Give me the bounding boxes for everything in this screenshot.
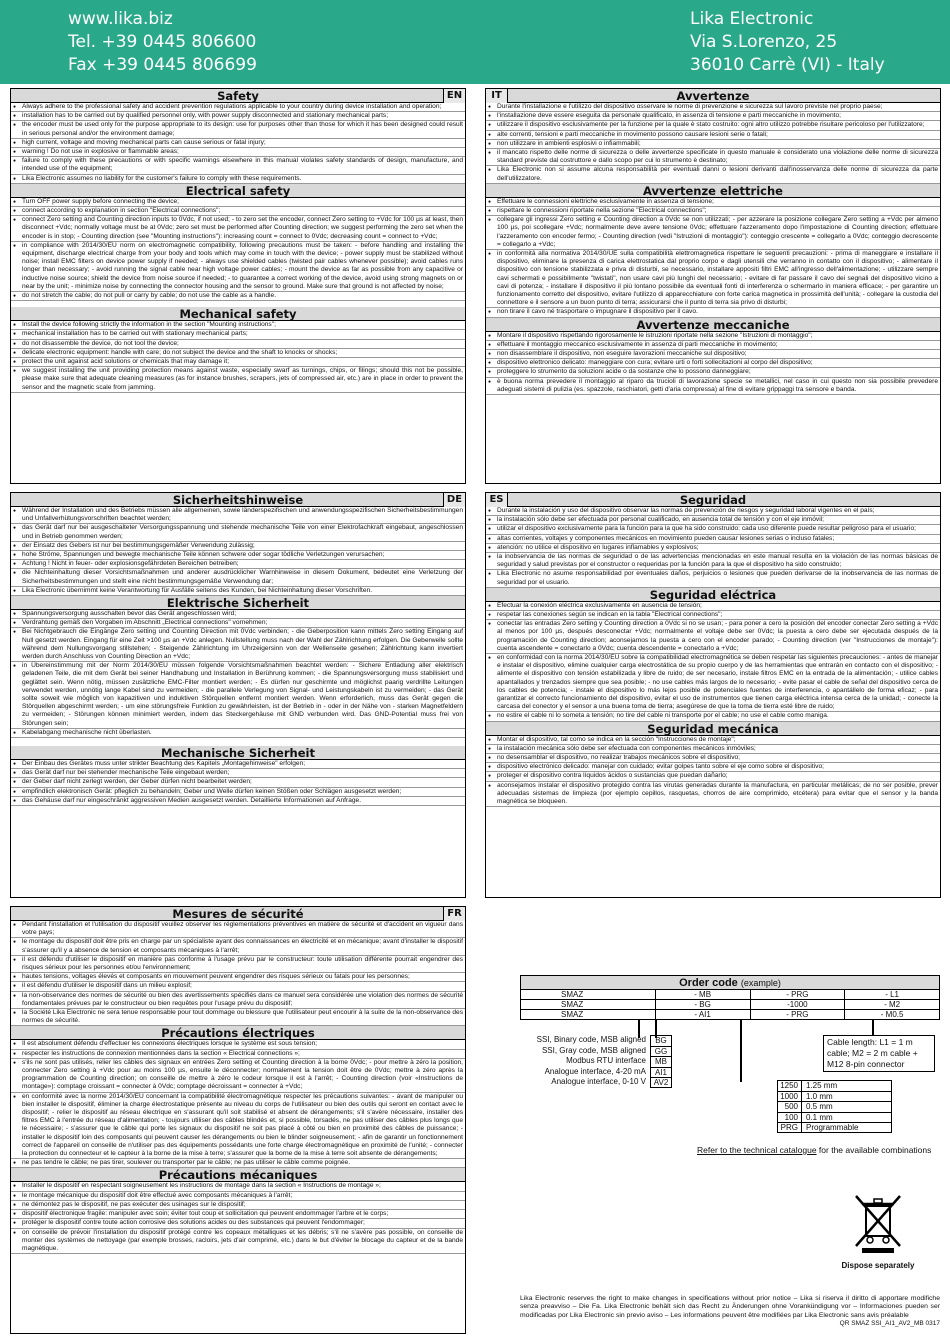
city: 36010 Carrè (VI) - Italy	[690, 55, 885, 75]
list-item: ● do not disassemble the device, do not tool the device;	[11, 340, 465, 349]
item-list	[486, 602, 940, 722]
list-item: ● collegare gli ingressi Zero setting e Counting direction a 0Vdc se non utilizzati; - per azzerare la posizione collegare Zero setting a +Vdc per almeno 100 µs, poi scollegare +Vdc; normalmente deve avere tensione 0Vdc; effettuare l'azzeramento dopo l'impostazione di Counting direction; effettuare l'azzeramento con encoder fermo; - Counting direction (vedi "Istruzioni di montaggio"): conteggio crescente = collegarlo a 0Vdc; conteggio decrescente = collegarlo a +Vdc;	[486, 216, 940, 250]
crossed-bin-icon	[850, 1190, 906, 1254]
list-item: ● high current, voltage and moving mechanical parts can cause serious or fatal injury;	[11, 139, 465, 148]
order-row	[520, 1000, 940, 1010]
resolution-code: 100	[778, 1113, 802, 1123]
list-item: ● failure to comply with these precautions or with specific warnings elsewhere in this manual violates safety standards of design, manufacture, and intended use of the equipment;	[11, 157, 465, 174]
footer-text: Lika Electronic reserves the right to make changes in specifications without prior notice – Lika si riserva il diritto di apportare modifiche senza preavviso – Die Fa. Lika Electronic behält sich das Recht zu Änderungen ohne Vorankündigung vor – Informaciones pueden ser modificadas por Lika Electronic sin previo aviso – Les informations peuvent être modifiées par Lika Electronic sans avis préalable	[520, 1295, 940, 1319]
list-item: ● proteger el dispositivo contra líquidos ácidos o sustancias que puedan dañarlo;	[486, 772, 940, 781]
list-item: ● respetar las conexiones según se indican en la tabla "Electrical connections";	[486, 611, 940, 620]
interface-codes	[520, 1035, 672, 1088]
resolution-code: PRG	[778, 1123, 802, 1132]
order-rows	[520, 990, 940, 1020]
safety-box-en	[10, 88, 466, 484]
interface-row	[520, 1046, 672, 1057]
interface-row	[520, 1056, 672, 1067]
resolution-value: 0.5 mm	[806, 1102, 833, 1111]
list-item: ● Lika Electronic no asume responsabilidad por eventuales daños, perjuicios o lesiones que pueden derivarse de la inobservancia de las normas de seguridad por el usuario.	[486, 570, 940, 587]
resolution-table	[777, 1080, 892, 1133]
list-item: ● effettuare il montaggio meccanico esclusivamente in assenza di parti meccaniche in movimento;	[486, 341, 940, 350]
interface-code: GG	[650, 1046, 672, 1057]
contact-block	[68, 8, 257, 77]
item-list	[486, 198, 940, 318]
list-item: ● altas corrientes, voltajes y componentes mecánicos en movimiento pueden causar lesiones serias o incluso fatales;	[486, 535, 940, 544]
list-item: ● das Gehäuse darf nur eingeschränkt aggressiven Medien ausgesetzt werden. Detaillierte Informationen auf Anfrage.	[11, 797, 465, 806]
list-item: ● en conformité avec la norme 2014/30/EU concernant la compatibilité électromagnétique respecter les précautions suivantes: - avant de manipuler ou bien installer le dispositif, éliminer la charge électrostatique présente au niveau du corps de l'utilisateur ou bien des outils qui seront en contact avec le dispositif; - relier le dispositif au réseau électrique en s'assurant qu'il soit stabilisé et absent de dérangements; s'il s'avère nécessaire, installer des filtres EMC à l'entrée du réseau d'alimentation; - toujours utiliser des câbles blindés et, si possible, torsadés, ne pas utiliser des câbles plus longs que le nécessaire; - s'assurer que le câble qui porte les signaux du dispositif ne soit pas placé à côté ou bien en proximité des câbles de puissance; - installer le dispositif loin des composants qui peuvent causer les dérangements ou bien le blinder soigneusement; - afin de garantir un fonctionnement correct de l'appareil on conseille de n'utiliser pas des équipements possédants une forte charge électromagnétique en proximité de l'unité; - connecter la protection du connecteur et le capteur à la borne de la mise à terre; s'assurer que la borne de la mise à terre soit absente de dérangements;	[11, 1093, 465, 1160]
telephone: Tel. +39 0445 806600	[68, 32, 257, 52]
section-title: Mechanical safety	[11, 307, 465, 321]
list-item: ● connect Zero setting and Counting direction inputs to 0Vdc, if not used; - to zero set the encoder, connect Zero setting to +Vdc for 100 µs at least, then disconnect +Vdc; normally voltage must be at 0Vdc; zero set must be performed after Counting direction; we suggest performing the zero set when the encoder is in stop; - Counting direction (see "Mounting instructions"): increasing count = connect to 0Vdc; decreasing count = connect to +Vdc;	[11, 216, 465, 242]
dispose-label: Dispose separately	[841, 1261, 915, 1270]
list-item: ● l'installazione deve essere eseguita da personale qualificato, in assenza di tensione e parti meccaniche in movimento;	[486, 112, 940, 121]
list-item: ● protect the unit against acid solutions or chemicals that may damage it;	[11, 358, 465, 367]
item-list	[11, 198, 465, 301]
item-list	[11, 760, 465, 806]
list-item: ● connect according to explanation in section "Electrical connections";	[11, 207, 465, 216]
list-item: ● Il est absolument défendu d'effectuer les connexions électriques lorsque le système est sous tension;	[11, 1040, 465, 1049]
street: Via S.Lorenzo, 25	[690, 32, 838, 52]
order-cell: SMAZ	[521, 1000, 656, 1009]
list-item: ● Efectuar la conexión eléctrica exclusivamente en ausencia de tensión;	[486, 602, 940, 611]
item-list	[11, 921, 465, 1026]
list-item: ● Lika Electronic non si assume alcuna responsabilità per eventuali danni o lesioni derivanti dall'inosservanza delle norme di sicurezza da parte dell'utilizzatore.	[486, 166, 940, 183]
list-item: ● la Société Lika Electronic ne sera tenue responsable pour tout dommage ou blessure que l'utilisateur peut encourir à la suite de la non-observance des normes de sécurité.	[11, 1009, 465, 1026]
list-item: ● Montare il dispositivo rispettando rigorosamente le istruzioni riportate nella sezione "Istruzioni di montaggio";	[486, 332, 940, 341]
list-item: ● proteggere lo strumento da soluzioni acide o da sostanze che lo possono danneggiare;	[486, 368, 940, 377]
item-list	[486, 736, 940, 808]
order-cell: - MB	[656, 990, 751, 999]
lang-tag: FR	[443, 907, 465, 921]
interface-label: Analogue interface, 0-10 V	[551, 1077, 646, 1086]
connector-line	[740, 1020, 742, 1082]
resolution-code: 1250	[778, 1081, 802, 1091]
cable-length-note: Cable length: L1 = 1 m cable; M2 = 2 m cable + M12 8-pin connector	[823, 1035, 935, 1072]
list-item: ● in conformità alla normativa 2014/30/UE sulla compatibilità elettromagnetica rispettare le seguenti precauzioni: - prima di maneggiare e installare il dispositivo, eliminare la presenza di carica elettrostatica dal proprio corpo e dagli utensili che verranno in contatto con il dispositivo; - alimentare il dispositivo con tensione stabilizzata e priva di disturbi, se necessario, installare appositi filtri EMC all'ingresso dell'alimentazione; - utilizzare sempre cavi schermati e possibilmente "twistati", non usare cavi più lunghi del necessario; - evitare di far passare il cavo dei segnali del dispositivo vicino a cavi di potenza; - installare il dispositivo il più lontano possibile da eventuali fonti di interferenza o schermarlo in maniera efficace; - per garantire un funzionamento corretto del dispositivo, evitare l'utilizzo di apparecchiature con forte carica magnetica in prossimità dell'unità; - collegare la custodia del connettore e il sensore a un buon punto di terra; assicurarsi che il punto di terra sia privo di disturbi;	[486, 250, 940, 308]
list-item: ● Montar el dispositivo, tal como se indica en la sección "Instrucciones de montaje";	[486, 736, 940, 745]
list-item: ● la inobservancia de las normas de seguridad o de las advertencias mencionadas en este manual resulta en la violación de las normas básicas de seguridad y salud previstas por el constructor o requeridas por la función para la que el dispositivo ha sido construido;	[486, 553, 940, 570]
item-list	[11, 1182, 465, 1254]
section-title: IT Avvertenze	[486, 89, 940, 103]
resolution-value: 1.0 mm	[806, 1091, 833, 1101]
interface-code: AI1	[650, 1067, 672, 1078]
list-item: ● è buona norma prevedere il montaggio al riparo da trucioli di lavorazione specie se metallici, nel caso in cui questo non sia possibile prevedere adeguati sistemi di pulizia (es. spazzole, raschiatori, getti d'aria compressa) al fine di evitare grippaggi tra sensore e banda.	[486, 378, 940, 395]
list-item: ● no desensamblar el dispositivo, no realizar trabajos mecánicos sobre el dispositivo;	[486, 754, 940, 763]
safety-box-fr	[10, 906, 466, 1334]
lang-tag: IT	[486, 89, 508, 103]
resolution-row	[777, 1080, 892, 1091]
interface-row	[520, 1035, 672, 1046]
resolution-value: 0.1 mm	[806, 1112, 833, 1122]
list-item: ● der Einsatz des Gebers ist nur bei bestimmungsgemäßer Verwendung zulässig;	[11, 542, 465, 551]
section-title: Sicherheitshinweise DE	[11, 493, 465, 507]
list-item: ● Spannungsversorgung ausschalten bevor das Gerät angeschlossen wird;	[11, 610, 465, 619]
list-item: ● Effettuare le connessioni elettriche esclusivamente in assenza di tensione;	[486, 198, 940, 207]
order-code-title: Order code (example)	[520, 975, 940, 990]
list-item: ● ne démontez pas le dispositif, ne pas exécuter des usinages sur le dispositif;	[11, 1201, 465, 1210]
list-item: ● ne pas tendre le câble; ne pas tirer, soulever ou transporter par le câble; ne pas utiliser le câble comme poignée.	[11, 1159, 465, 1168]
list-item: ● das Gerät darf nur bei stehender mechanische Teile eingebaut werden;	[11, 769, 465, 778]
section-title: Electrical safety	[11, 184, 465, 198]
interface-code: MB	[650, 1056, 672, 1067]
section-title: Mechanische Sicherheit	[11, 746, 465, 760]
section-title: Mesures de sécurité FR	[11, 907, 465, 921]
list-item: ● le montage mécanique du dispositif doit être effectué avec composants mécaniques à l'arrêt;	[11, 1192, 465, 1201]
list-item: ● Verdrahtung gemäß den Vorgaben im Abschnitt „Electrical connections" vornehmen;	[11, 619, 465, 628]
safety-box-de	[10, 492, 466, 898]
list-item: ● in Übereinstimmung mit der Norm 2014/30/EU müssen folgende Vorsichtsmaßnahmen beachtet werden: - Sichere Entladung aller elektrisch geladenen Teile, die mit dem Gerät bei seiner Handhabung und Installation in Berührung kommen; - die Spannungsversorgung muss stabilisiert und geglättet sein. Wenn nötig, müssen zusätzliche EMC-Filter montiert werden; - Es dürfen nur geschirmte und möglichst paarig verdrillte Leitungen verwendet werden, unnötig lange Kabel sind zu vermeiden; - die parallele Verlegung von Signal- und Leistungskabeln ist zu vermeiden; - das Gerät sollte soweit wie möglich von kapazitiven und induktiven Störquellen entfernt montiert werden. Wenn erforderlich, muss das Gerät gegen die Störquellen abgeschirmt werden; - um eine störungsfreie Funktion zu gewährleisten, ist der Betrieb in - oder in der Nähe von - starken Magnetfeldern zu vermeiden; - Störungen können minimiert werden, indem das Steckergehäuse mit GND verbunden wird. Das GND-Potential muss frei von Störungen sein;	[11, 662, 465, 729]
order-cell: - PRG	[751, 990, 846, 999]
list-item: ● respecter les instructions de connexion mentionnées dans la section « Electrical connections »;	[11, 1050, 465, 1059]
list-item: ● delicate electronic equipment: handle with care; do not subject the device and the shaft to knocks or shocks;	[11, 349, 465, 358]
fax: Fax +39 0445 806699	[68, 55, 257, 75]
list-item: ● non disassemblare il dispositivo, non eseguire lavorazioni meccaniche sul dispositivo;	[486, 350, 940, 359]
list-item: ● protéger le dispositif contre toute action corrosive des solutions acides ou des substances qui peuvent l'endommager;	[11, 1219, 465, 1228]
list-item: ● dispositivo electrónico delicado: manejar con cuidado; evitar golpes tanto sobre el eje como sobre el dispositivo;	[486, 763, 940, 772]
list-item: ● Bei Nichtgebrauch die Eingänge Zero setting und Counting Direction mit 0Vdc verbinden; - die Geberposition kann mittels Zero setting Eingang auf Null gesetzt werden. Eingang für eine Zeit >100 µs an +Vdc anlegen. Nullstellung muss nach der Wahl der Zählrichtung erfolgen. Die Geberwelle sollte während dem Nullungsvorgang stillstehen; - Steigende Zählrichtung im Uhrzeigersinn von der Wellenseite gesehen; Zählrichtung kann invertiert werden durch Anschluss von Counting Direction an +Vdc;	[11, 628, 465, 662]
list-item: ● en conformidad con la norma 2014/30/EU sobre la compatibilidad electromagnética se deben respetar las siguientes precauciones: - antes de manejar e instalar el dispositivo, elimine cualquier carga electrostática de su propio cuerpo y de las herramientas que entrarán en contacto con el dispositivo; - alimente el dispositivo con tensión estabilizada y libre de ruido; de ser necesario, instale filtros EMC en la entrada de la alimentación; - utilice cables apantallados y trenzados siempre que sea posible; - no use cables más largos de lo necesario; - evite pasar el cable de señal del dispositivo cerca de los cables de potencia; - instale el dispositivo lo más lejos posible de potenciales fuentes de interferencia, o apantállelo de forma eficaz; - para garantizar el correcto funcionamiento del dispositivo, evitar el uso de instrumentos que tienen carga eléctrica intensa cerca de la unidad; - conecte la carcasa del conector y el sensor a una buena toma de tierra; asegúrese de que la toma de tierra esté libre de ruido;	[486, 654, 940, 712]
order-cell: SMAZ	[521, 990, 656, 999]
order-cell: - L1	[885, 990, 900, 999]
item-list	[11, 321, 465, 393]
list-item: ● Turn OFF power supply before connecting the device;	[11, 198, 465, 207]
section-title: Elektrische Sicherheit	[11, 596, 465, 610]
document-code: QR SMAZ SSI_AI1_AV2_MB 0317	[839, 1319, 940, 1327]
list-item: ● hautes tensions, voltages élevés et composants en mouvement peuvent engendrer des risques sérieux ou fatals pour les personnes;	[11, 973, 465, 982]
address-block	[690, 8, 885, 77]
catalogue-note: Refer to the technical catalogue for the available combinations	[697, 1145, 932, 1155]
list-item: ● atención: no utilice el dispositivo en lugares inflamables y explosivos;	[486, 544, 940, 553]
website[interactable]: www.lika.biz	[68, 9, 173, 29]
interface-code: AV2	[650, 1077, 672, 1088]
order-row	[520, 990, 940, 1000]
section-title: Safety EN	[11, 89, 465, 103]
interface-label: Modbus RTU interface	[566, 1056, 646, 1065]
list-item: ● das Gerät darf nur bei ausgeschalteter Versorgungsspannung und stehende mechanische Teile von einer Elektrofachkraft eingebaut, angeschlossen und in Betrieb genommen werden;	[11, 524, 465, 541]
safety-box-it	[485, 88, 941, 484]
resolution-value: Programmable	[806, 1123, 859, 1132]
resolution-row	[777, 1101, 892, 1112]
list-item: ● do not stretch the cable; do not pull or carry by cable; do not use the cable as a handle.	[11, 292, 465, 301]
dispose-block	[838, 1190, 918, 1270]
list-item: ● il mancato rispetto delle norme di sicurezza o delle avvertenze specificate in questo manuale è considerato una violazione delle norme di sicurezza standard previste dal costruttore e dallo scopo per cui lo strumento è destinato;	[486, 149, 940, 166]
list-item: ● no estire el cable ni lo someta a tensión; no tire del cable ni transporte por el cable; no use el cable como maniga.	[486, 712, 940, 721]
section-title: Précautions électriques	[11, 1026, 465, 1040]
order-cell: - M2	[884, 1000, 901, 1009]
list-item: ● Lika Electronic übernimmt keine Verantwortung für Ausfälle seitens des Kunden, bei Nichteinhaltung dieser Vorschriften.	[11, 587, 465, 596]
list-item: ● dispositivo elettronico delicato: maneggiare con cura; evitare urti o forti sollecitazioni al corpo del dispositivo;	[486, 359, 940, 368]
interface-label: SSI, Binary code, MSB aligned	[536, 1035, 646, 1044]
list-item: ● hohe Ströme, Spannungen und bewegte mechanische Teile können schwere oder sogar tödliche Verletzungen verursachen;	[11, 551, 465, 560]
list-item: ● installation has to be carried out by qualified personnel only, with power supply disconnected and stationary mechanical parts;	[11, 112, 465, 121]
list-item: ● Installer le dispositif en respectant soigneusement les instructions de montage dans la section « Instructions de montage »;	[11, 1182, 465, 1191]
safety-box-es	[485, 492, 941, 898]
resolution-row	[777, 1091, 892, 1102]
order-cell: - M0.5	[880, 1010, 904, 1019]
list-item: ● utilizzare il dispositivo esclusivamente per la funzione per la quale è stato costruito: ogni altro utilizzo potrebbe risultare pericoloso per l'utilizzatore;	[486, 121, 940, 130]
list-item: ● la non-observance des normes de sécurité ou bien des avertissements spécifiés dans ce manuel sera considérée une violation des normes de sécurité fondamentales prévues par le constructeur ou bien requêtes pour l'usage prévu du dispositif;	[11, 992, 465, 1009]
order-cell: - BG	[656, 1000, 751, 1009]
list-item: ● warning ! Do not use in explosive or flammable areas;	[11, 148, 465, 157]
item-list	[486, 507, 940, 588]
list-item: ● empfindlich elektronisch Gerät: pfleglich zu behandeln; Geber und Welle dürfen keinen Stößen oder Schlägen ausgesetzt werden;	[11, 788, 465, 797]
lang-tag: ES	[486, 493, 508, 507]
resolution-row	[777, 1112, 892, 1123]
order-code-table	[520, 975, 940, 1020]
resolution-value: 1.25 mm	[806, 1081, 838, 1090]
list-item: ● Achtung ! Nicht in feuer- oder explosionsgefährdeten Bereichen betreiben;	[11, 560, 465, 569]
resolution-row	[777, 1122, 892, 1133]
list-item: ● Kabelabgang mechanische nicht überlasten.	[11, 729, 465, 738]
list-item: ● la instalación mecánica sólo debe ser efectuada con componentes mecánicos inmóviles;	[486, 745, 940, 754]
section-title: Avvertenze elettriche	[486, 184, 940, 198]
list-item: ● Install the device following strictly the information in the section "Mounting instructions";	[11, 321, 465, 330]
item-list	[11, 1040, 465, 1168]
lang-tag: DE	[443, 493, 465, 507]
section-title: Avvertenze meccaniche	[486, 318, 940, 332]
resolution-code: 1000	[778, 1092, 802, 1102]
list-item: ● le montage du dispositif doit être pris en charge par un spécialiste ayant des connaissances en électricité et en mécanique; avant d'installer le dispositif s'assurer qu'il y a absence de tension et composants mécaniques à l'arrêt;	[11, 938, 465, 955]
section-title: Précautions mécaniques	[11, 1168, 465, 1182]
resolution-code: 500	[778, 1102, 802, 1112]
item-list	[486, 103, 940, 184]
list-item: ● il est défendu d'utiliser le dispositif en manière pas conforme à l'usage prévu par le constructeur: toute utilisation différente pourrait engendrer des risques sérieux pour les personnes et/ou l'environnement;	[11, 956, 465, 973]
list-item: ● Der Einbau des Gerätes muss unter strikter Beachtung des Kapitels „Montagehinweise" erfolgen;	[11, 760, 465, 769]
list-item: ● la instalación sólo debe ser efectuada por personal cualificado, en ausencia total de tensión y con el eje inmóvil;	[486, 516, 940, 525]
list-item: ● on conseille de prévoir l'installation du dispositif protégé contre les copeaux métalliques et les débris; s'il ne s'avère pas possible, on conseille de monter des systèmes de nettoyage (par exemple brosses, racloirs, jets d'air comprimé, etc.) dans le but d'éviter le blocage du capteur et de la bande magnétique.	[11, 1229, 465, 1255]
order-cell: - PRG	[751, 1010, 846, 1019]
list-item: ● Während der Installation und des Betriebs müssen alle allgemeinen, sowie länderspezifischen und anwendungsspezifischen Sicherheitsbestimmungen und Unfallverhütungsvorschriften beachtet werden;	[11, 507, 465, 524]
list-item: ● s'ils ne sont pas utilisés, relier les câbles des signaux en entrées Zero setting et Counting direction à la borne 0Vdc; - pour mettre à zéro la position, connecter Zero setting à +Vdc pour au moins 100 µs, ensuite le déconnecter; normalement la tension doit être de 0Vdc; mettre à zéro après la programmation de Counting direction; on conseille de mettre à zéro le codeur lorsque il est à l'arrêt; - Counting direction (voir «Instructions de montage»): comptage croissant = connecter à 0Vdc; comptage décroissant = connecter à +Vdc;	[11, 1059, 465, 1093]
list-item: ● non utilizzare in ambienti esplosivi o infiammabili;	[486, 140, 940, 149]
list-item: ● rispettare le connessioni riportate nella sezione "Electrical connections";	[486, 207, 940, 216]
list-item: ● utilizar el dispositivo exclusivamente para la función para la que ha sido construido: cada uso diferente puede resultar peligroso para el usuario;	[486, 525, 940, 534]
list-item: ● alte correnti, tensioni e parti meccaniche in movimento possono causare lesioni serie o fatali;	[486, 131, 940, 140]
item-list	[11, 103, 465, 184]
list-item: ● Pendant l'installation et l'utilisation du dispositif veuillez observer les réglementations préventives en matière de sécurité et d'accident en vigueur dans votre pays;	[11, 921, 465, 938]
list-item: ● the encoder must be used only for the purpose appropriate to its design: use for purposes other than those for which it has been designed could result in serious personal and/or the environment damage;	[11, 121, 465, 138]
list-item: ● il est défendu d'utiliser le dispositif dans un milieu explosif;	[11, 982, 465, 991]
interface-row	[520, 1067, 672, 1078]
interface-row	[520, 1077, 672, 1088]
list-item: ● die Nichteinhaltung dieser Vorsichtsmaßnahmen und anderer ausdrücklicher Warnhinweise in diesem Dokument, bedeutet eine Verletzung der Sicherheitsbestimmungen und stellt eine nicht bestimmungsgemäße Verwendung dar;	[11, 569, 465, 586]
catalogue-link[interactable]: Refer to the technical catalogue	[697, 1145, 817, 1155]
interface-label: SSI, Gray code, MSB aligned	[541, 1045, 646, 1055]
list-item: ● Lika Electronic assumes no liability for the customer's failure to comply with these requirements.	[11, 175, 465, 184]
section-title: Seguridad mecánica	[486, 722, 940, 736]
list-item: ● non tirare il cavo né trasportare o impugnare il dispositivo per il cavo.	[486, 308, 940, 317]
header-banner	[0, 0, 950, 84]
interface-code: BG	[650, 1035, 672, 1046]
order-row	[520, 1010, 940, 1020]
item-list	[11, 507, 465, 596]
list-item: ● Always adhere to the professional safety and accident prevention regulations applicable to your country during device installation and operation;	[11, 103, 465, 112]
order-cell: SMAZ	[521, 1010, 656, 1019]
list-item: ● dispositif électronique fragile: manipuler avec soin; éviter tout coup et sollicitation qui peuvent endommager l'arbre et le corps;	[11, 1210, 465, 1219]
list-item: ● Durante l'installazione e l'utilizzo del dispositivo osservare le norme di prevenzione e sicurezza sul lavoro previste nel proprio paese;	[486, 103, 940, 112]
list-item: ● aconsejamos instalar el dispositivo protegido contra las virutas generadas durante la manufactura, en particular metálicas; de no ser posible, prever adecuadas sistemas de limpieza (por ejemplo cepillos, rasquetas, chorros de aire comprimido, etcétera) para evitar que el sensor y la banda magnética se bloqueen.	[486, 782, 940, 808]
section-title: ES Seguridad	[486, 493, 940, 507]
item-list	[486, 332, 940, 395]
list-item: ● mechanical installation has to be carried out with stationary mechanical parts;	[11, 330, 465, 339]
order-cell: -1000	[751, 1000, 846, 1009]
section-title: Seguridad eléctrica	[486, 588, 940, 602]
list-item: ● in compliance with 2014/30/EU norm on electromagnetic compatibility, following precautions must be taken: - before handling and installing the equipment, discharge electrical charge from your body and tools which may come in touch with the device; - power supply must be stabilized without noise; install EMC filters on device power supply if needed; - always use shielded cables (twisted pair cables whenever possible); avoid cables runs longer than necessary; - avoid running the signal cable near high voltage power cables; - mount the device as far as possible from any capacitive or inductive noise source; shield the device from noise source if needed; - to guarantee a correct working of the device, avoid using strong magnets on or near by the unit; - minimize noise by connecting the connector housing and the sensor to ground. Make sure that ground is not affected by noise;	[11, 242, 465, 292]
item-list	[11, 610, 465, 738]
interface-label: Analogue interface, 4-20 mA	[544, 1066, 646, 1076]
footer	[520, 1295, 940, 1328]
list-item: ● we suggest installing the unit providing protection means against waste, especially swarf as turnings, chips, or filings; should this not be possible, please make sure that adequate cleaning measures (as for instance brushes, scrapers, jets of compressed air, etc.) are in place in order to prevent the sensor and the magnetic scale from jamming.	[11, 367, 465, 393]
connector-line	[872, 1020, 874, 1036]
list-item: ● Durante la instalación y uso del dispositivo observar las normas de prevención de riesgos y seguridad laboral vigentes en el país;	[486, 507, 940, 516]
order-cell: - AI1	[656, 1010, 751, 1019]
list-item: ● der Geber darf nicht zerlegt werden, der Geber dürfen nicht bearbeitet werden;	[11, 778, 465, 787]
lang-tag: EN	[443, 89, 465, 103]
company-name: Lika Electronic	[690, 9, 814, 29]
list-item: ● conectar las entradas Zero setting y Counting direction a 0Vdc si no se usan; - para poner a cero la posición del encoder conectar Zero setting a +Vdc al menos por 100 µs, después desconectar +Vdc; normalmente el voltaje debe ser 0Vdc; la puesta a cero debe ser ejecutada después de la programación de Counting direction; aconsejamos la puesta a cero con el encoder parado; - Counting direction (ver "Instrucciones de montaje"): cuenta ascendente = conectarlo a 0Vdc; cuenta descendente = conectarlo a +Vdc;	[486, 620, 940, 654]
